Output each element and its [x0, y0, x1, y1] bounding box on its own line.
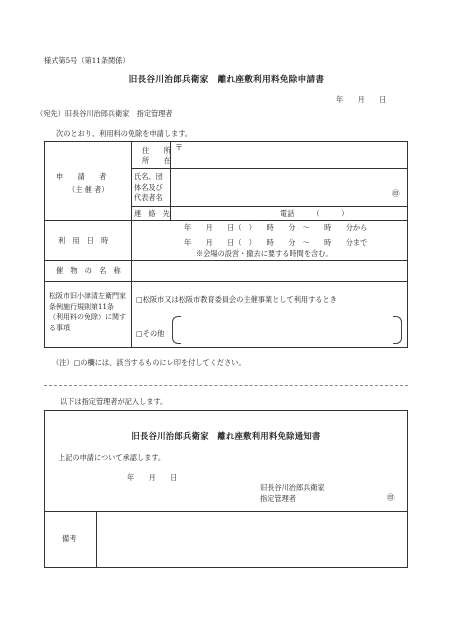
address-label: 住 所 所 在 — [142, 146, 171, 165]
usage-line-to: 年 月 日（ ） 時 分 ～ 時 分まで — [184, 238, 368, 247]
name-field[interactable] — [171, 169, 407, 205]
reason-option-2[interactable]: □その他 — [136, 329, 165, 338]
usage-line-from: 年 月 日（ ） 時 分 ～ 時 分から — [184, 223, 368, 232]
manager-org: 旧長谷川治郎兵衛家 — [260, 483, 325, 492]
addressee: （宛先）旧長谷川治郎兵衛家 指定管理者 — [36, 109, 173, 118]
usage-note: ※会場の設営・撤去に要する時間を含む。 — [196, 249, 333, 258]
manager-title: 指定管理者 — [260, 494, 296, 503]
manager-seal: ㊞ — [387, 493, 395, 502]
bracket-right — [393, 316, 402, 344]
address-field[interactable] — [171, 145, 407, 167]
form-title: 旧長谷川治郎兵衛家 離れ座敷利用料免除申請書 — [128, 75, 325, 85]
cut-line — [44, 385, 408, 386]
name-label: 氏名、団 体名及び 代表者名 — [134, 172, 163, 202]
contact-label: 連 絡 先 — [134, 209, 170, 218]
usage-label: 利 用 日 時 — [58, 236, 109, 245]
intro-text: 次のとおり、利用料の免除を申請します。 — [56, 129, 192, 138]
notice-title: 旧長谷川治郎兵衛家 離れ座敷利用料免除通知書 — [131, 431, 321, 441]
footnote: （注）□の欄には、該当するものにレ印を付してください。 — [52, 358, 246, 367]
approval-text: 上記の申請について承認します。 — [58, 453, 166, 462]
applicant-sublabel: （主 催 者） — [68, 185, 109, 194]
date-line: 年 月 日 — [336, 95, 387, 104]
event-name-label: 催 物 の 名 称 — [56, 266, 121, 275]
manager-section-note: 以下は指定管理者が記入します。 — [60, 397, 168, 406]
phone-label: 電話 （ ） — [280, 209, 349, 218]
reason-label: 松阪市旧小津清左衛門家条例施行規則第11条（利用料の免除）に関する事項 — [49, 292, 126, 332]
form-number: 様式第5号（第11条関係） — [44, 56, 130, 65]
applicant-seal: ㊞ — [392, 189, 400, 198]
event-name-field[interactable] — [132, 261, 407, 280]
postal-mark: 〒 — [175, 143, 183, 152]
applicant-label: 申 請 者 — [56, 172, 107, 181]
notice-date: 年 月 日 — [127, 473, 178, 482]
remarks-field[interactable] — [97, 512, 407, 567]
usage-field[interactable] — [132, 221, 407, 259]
remarks-label: 備考 — [62, 534, 77, 543]
other-reason-field[interactable] — [181, 317, 392, 341]
contact-field[interactable] — [171, 207, 407, 219]
reason-option-1[interactable]: □松阪市又は松阪市教育委員会の主催事業として利用するとき — [136, 295, 337, 304]
bracket-left — [172, 316, 181, 344]
